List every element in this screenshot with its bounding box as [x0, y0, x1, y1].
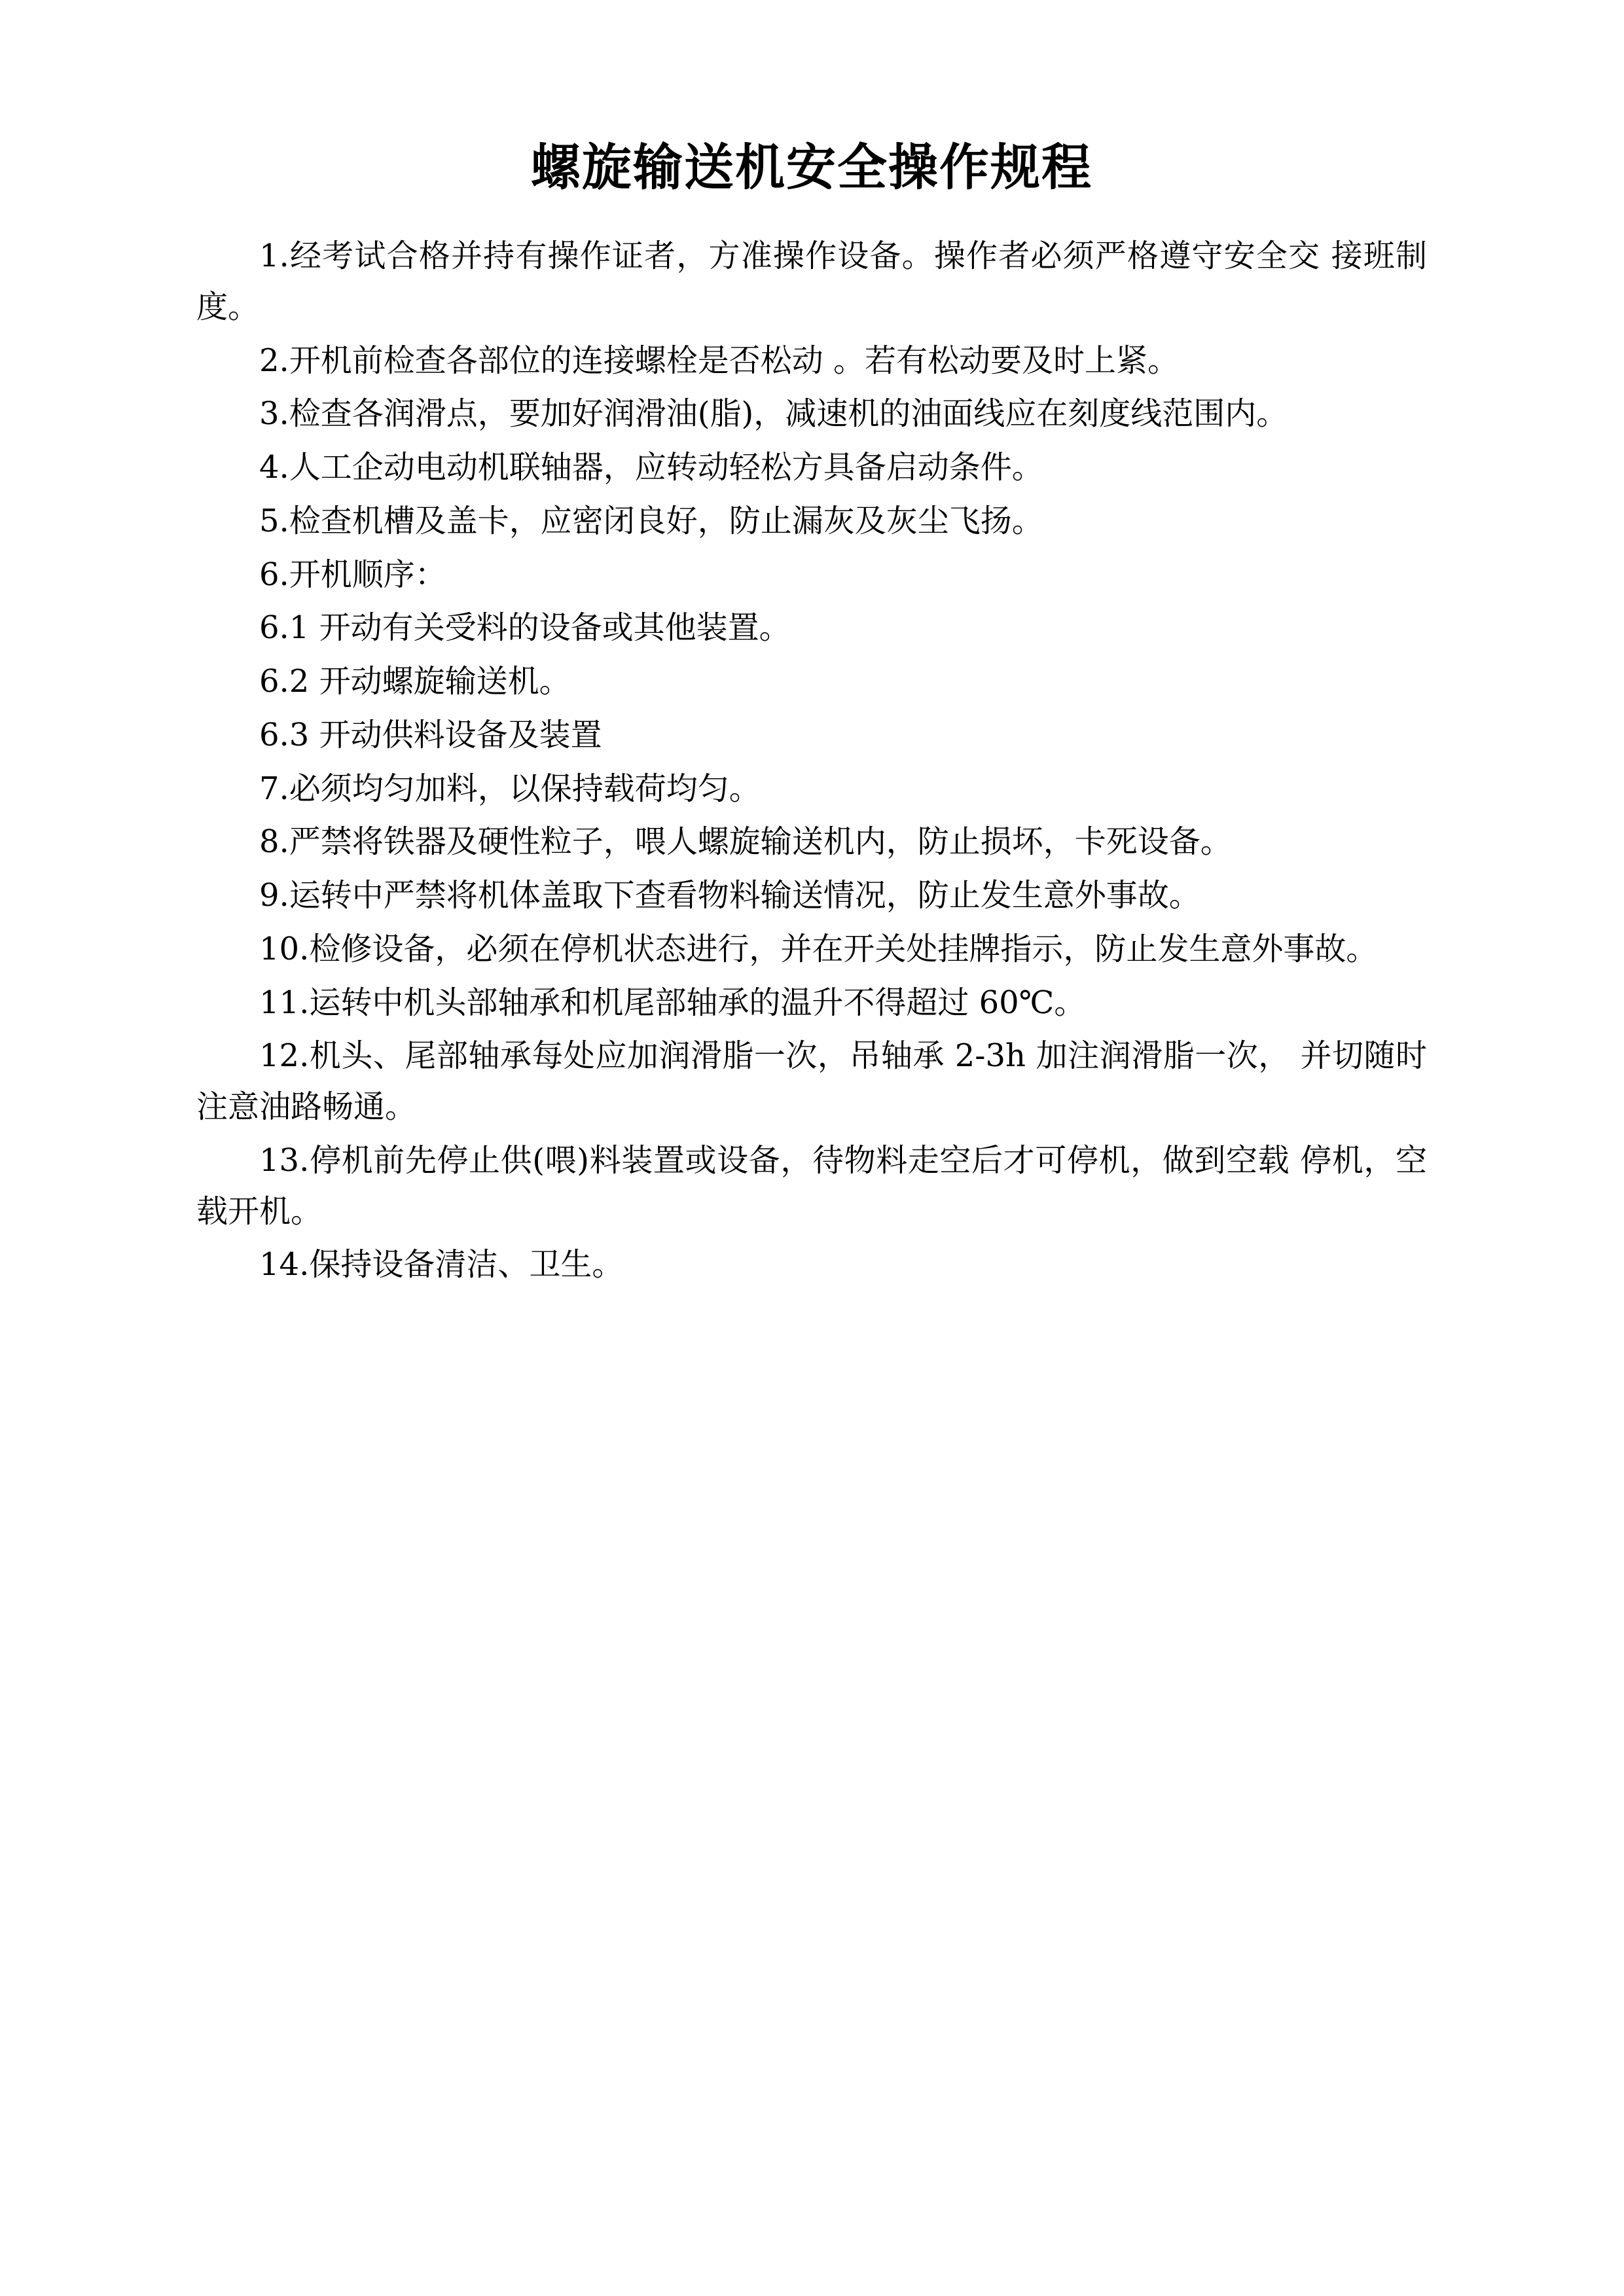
paragraph-6-3: 6.3 开动供料设备及装置	[259, 716, 602, 753]
paragraph-11: 11.运转中机头部轴承和机尾部轴承的温升不得超过 60℃。	[259, 984, 1086, 1021]
paragraph-5: 5.检查机槽及盖卡，应密闭良好，防止漏灰及灰尘飞扬。	[259, 502, 1043, 539]
paragraph-4: 4.人工企动电动机联轴器，应转动轻松方具备启动条件。	[259, 449, 1043, 486]
paragraph-2: 2.开机前检查各部位的连接螺栓是否松动 。若有松动要及时上紧。	[259, 342, 1180, 379]
paragraph-13: 13.停机前先停止供(喂)料装置或设备，待物料走空后才可停机，做到空载 停机，空载开机。	[196, 1141, 1427, 1230]
page-title: 螺旋输送机安全操作规程	[531, 138, 1092, 196]
paragraph-14: 14.保持设备清洁、卫生。	[259, 1246, 624, 1283]
paragraph-7: 7.必须均匀加料，以保持载荷均匀。	[259, 770, 761, 807]
paragraph-6-2: 6.2 开动螺旋输送机。	[259, 663, 571, 700]
paragraph-12: 12.机头、尾部轴承每处应加润滑脂一次，吊轴承 2-3h 加注润滑脂一次， 并切随时注意油路畅通。	[196, 1037, 1427, 1126]
paragraph-8: 8.严禁将铁器及硬性粒子，喂人螺旋输送机内，防止损坏，卡死设备。	[259, 823, 1232, 861]
paragraph-1: 1.经考试合格并持有操作证者，方准操作设备。操作者必须严格遵守安全交 接班制度。	[196, 238, 1427, 325]
paragraph-9: 9.运转中严禁将机体盖取下查看物料输送情况，防止发生意外事故。	[259, 877, 1200, 914]
document-body	[196, 137, 1427, 1293]
paragraph-6: 6.开机顺序：	[259, 556, 446, 593]
paragraph-3: 3.检查各润滑点，要加好润滑油(脂)，减速机的油面线应在刻度线范围内。	[259, 395, 1288, 433]
paragraph-10: 10.检修设备，必须在停机状态进行，并在开关处挂牌指示，防止发生意外事故。	[259, 930, 1378, 967]
paragraph-6-1: 6.1 开动有关受料的设备或其他装置。	[259, 609, 791, 647]
